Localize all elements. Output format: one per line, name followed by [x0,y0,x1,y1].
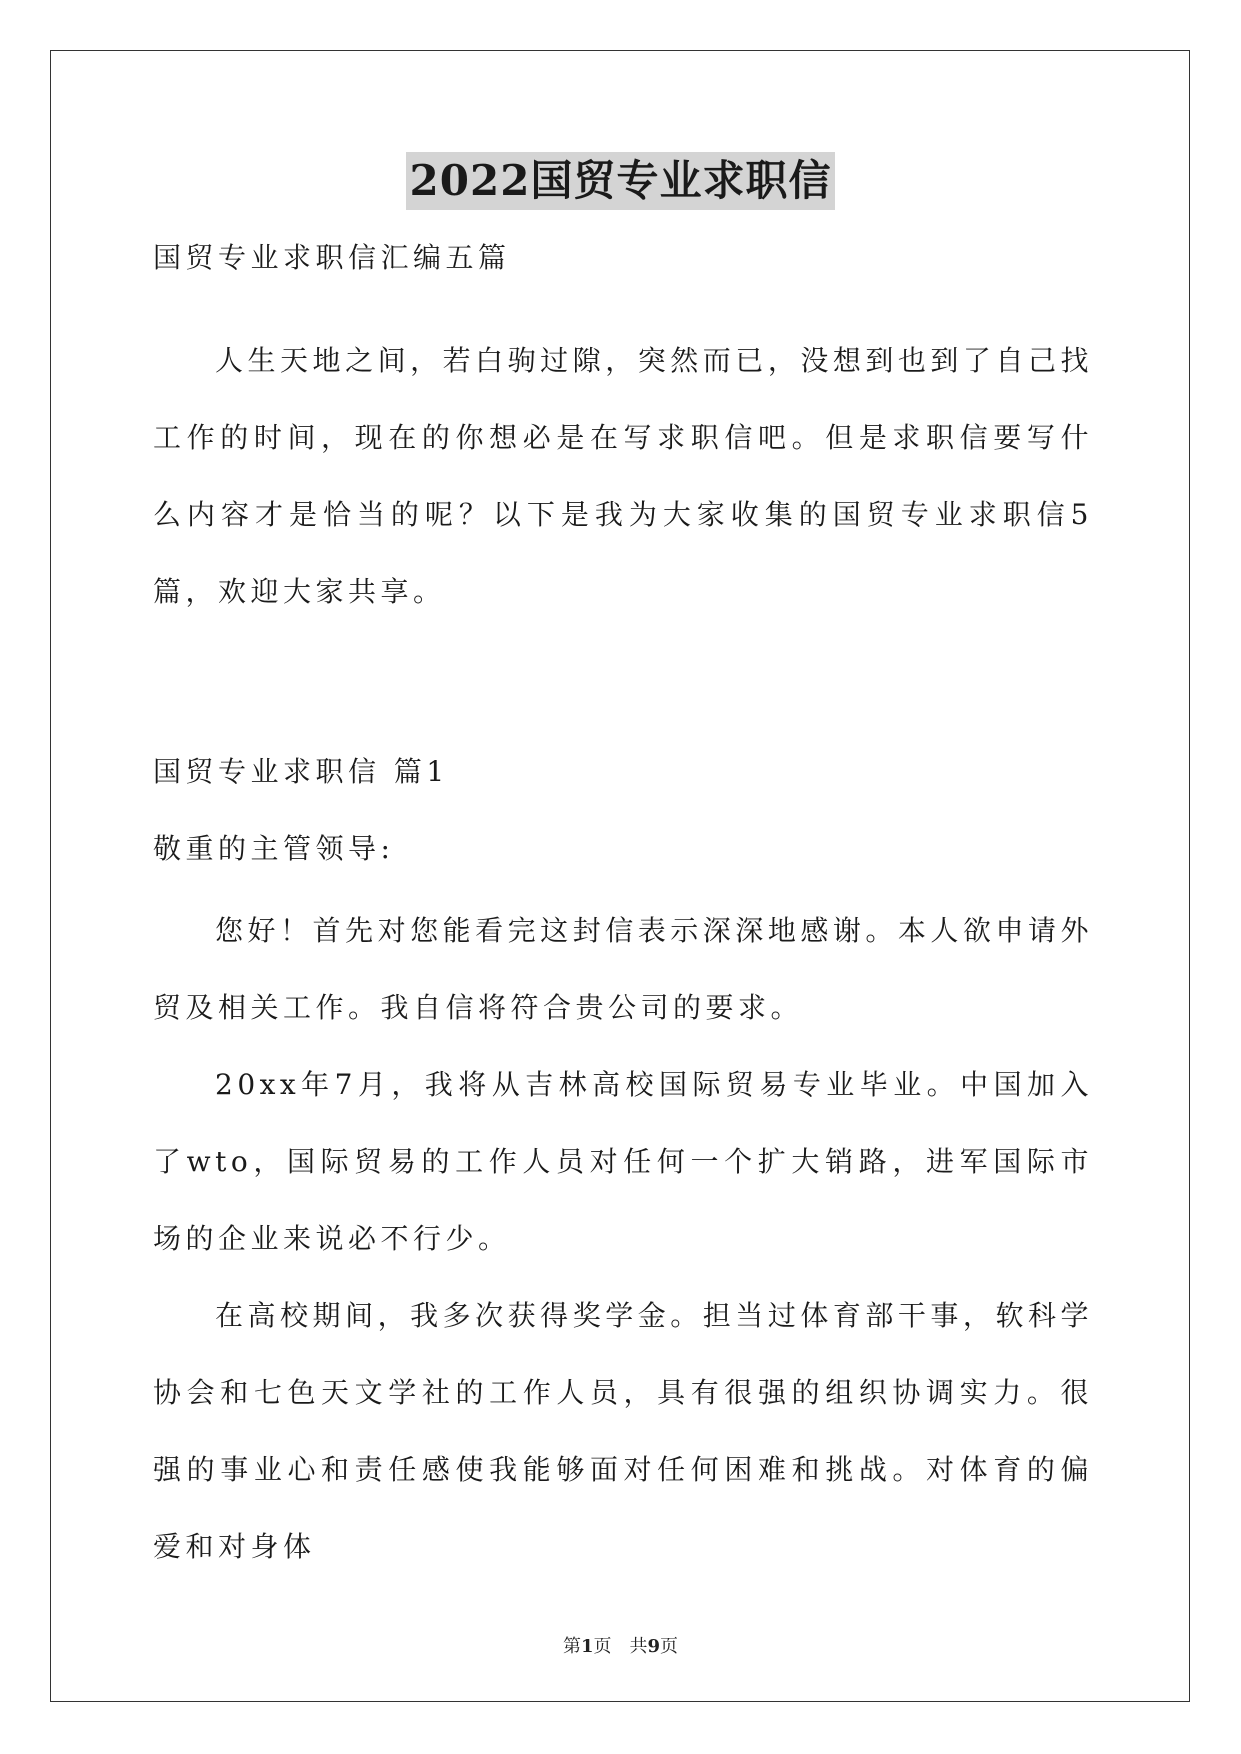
footer-page-suffix: 页 [660,1636,679,1657]
body-paragraph-2: 20xx年7月，我将从吉林高校国际贸易专业毕业。中国加入了wto，国际贸易的工作人员对任何一个扩大销路，进军国际市场的企业来说必不行少。 [153,1068,1093,1255]
document-title: 2022国贸专业求职信 [406,152,836,210]
footer-page-current: 1 [580,1636,594,1657]
footer-page-prefix: 第 [562,1636,581,1657]
section-heading: 国贸专业求职信 篇1 [153,755,449,788]
page-footer [0,1632,1241,1658]
document-subtitle: 国贸专业求职信汇编五篇 [153,241,511,274]
body-paragraph-3: 在高校期间，我多次获得奖学金。担当过体育部干事，软科学协会和七色天文学社的工作人员，具有很强的组织协调实力。很强的事业心和责任感使我能够面对任何困难和挑战。对体育的偏爱和对身体 [153,1299,1093,1563]
title-container [0,152,1241,210]
intro-paragraph: 人生天地之间，若白驹过隙，突然而已，没想到也到了自己找工作的时间，现在的你想必是在写求职信吧。但是求职信要写什么内容才是恰当的呢？以下是我为大家收集的国贸专业求职信5篇，欢迎大家共享。 [153,344,1093,608]
footer-page-total: 9 [647,1636,661,1657]
body-paragraph-1: 您好！首先对您能看完这封信表示深深地感谢。本人欲申请外贸及相关工作。我自信将符合贵公司的要求。 [153,914,1093,1024]
footer-page-mid: 页 共 [593,1636,648,1657]
salutation: 敬重的主管领导: [153,832,395,865]
